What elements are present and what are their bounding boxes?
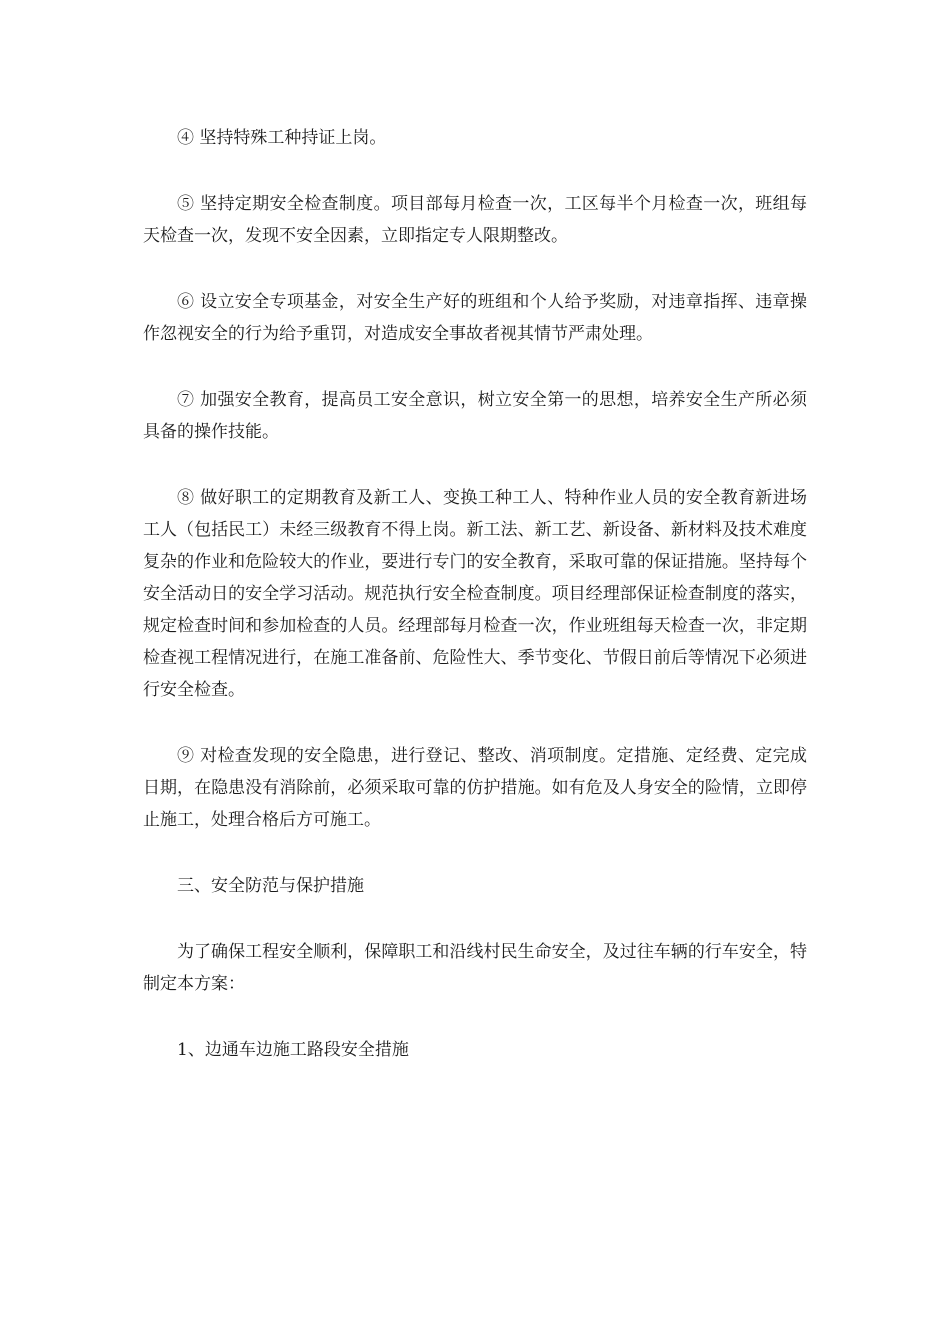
section-heading: 三、安全防范与保护措施: [177, 876, 364, 896]
paragraph-item-8: ⑧ 做好职工的定期教育及新工人、变换工种工人、特种作业人员的安全教育新进场工人（包括民工）未经三级教育不得上岗。新工法、新工艺、新设备、新材料及技术难度复杂的作业和危险较大的作业，要进行专门的安全教育，采取可靠的保证措施。坚持每个安全活动日的安全学习活动。规范执行安全检查制度。项目经理部保证检查制度的落实，规定检查时间和参加检查的人员。经理部每月检查一次，作业班组每天检查一次，非定期检查视工程情况进行，在施工准备前、危险性大、季节变化、节假日前后等情况下必须进行安全检查。: [143, 488, 807, 700]
paragraph-item-9: ⑨ 对检查发现的安全隐患，进行登记、整改、消项制度。定措施、定经费、定完成日期，在隐患没有消除前，必须采取可靠的仿护措施。如有危及人身安全的险情，立即停止施工，处理合格后方可施工。: [143, 746, 807, 830]
document-body: [143, 122, 807, 1100]
subheading: 1、边通车边施工路段安全措施: [177, 1040, 409, 1060]
paragraph-item-5: ⑤ 坚持定期安全检查制度。项目部每月检查一次，工区每半个月检查一次，班组每天检查一次，发现不安全因素，立即指定专人限期整改。: [143, 194, 807, 246]
paragraph-item-7: ⑦ 加强安全教育，提高员工安全意识，树立安全第一的思想，培养安全生产所必须具备的操作技能。: [143, 390, 807, 442]
intro-paragraph: 为了确保工程安全顺利，保障职工和沿线村民生命安全，及过往车辆的行车安全，特制定本方案：: [143, 942, 807, 994]
paragraph-item-4: ④ 坚持特殊工种持证上岗。: [177, 128, 387, 148]
paragraph-item-6: ⑥ 设立安全专项基金，对安全生产好的班组和个人给予奖励，对违章指挥、违章操作忽视安全的行为给予重罚，对造成安全事故者视其情节严肃处理。: [143, 292, 807, 344]
